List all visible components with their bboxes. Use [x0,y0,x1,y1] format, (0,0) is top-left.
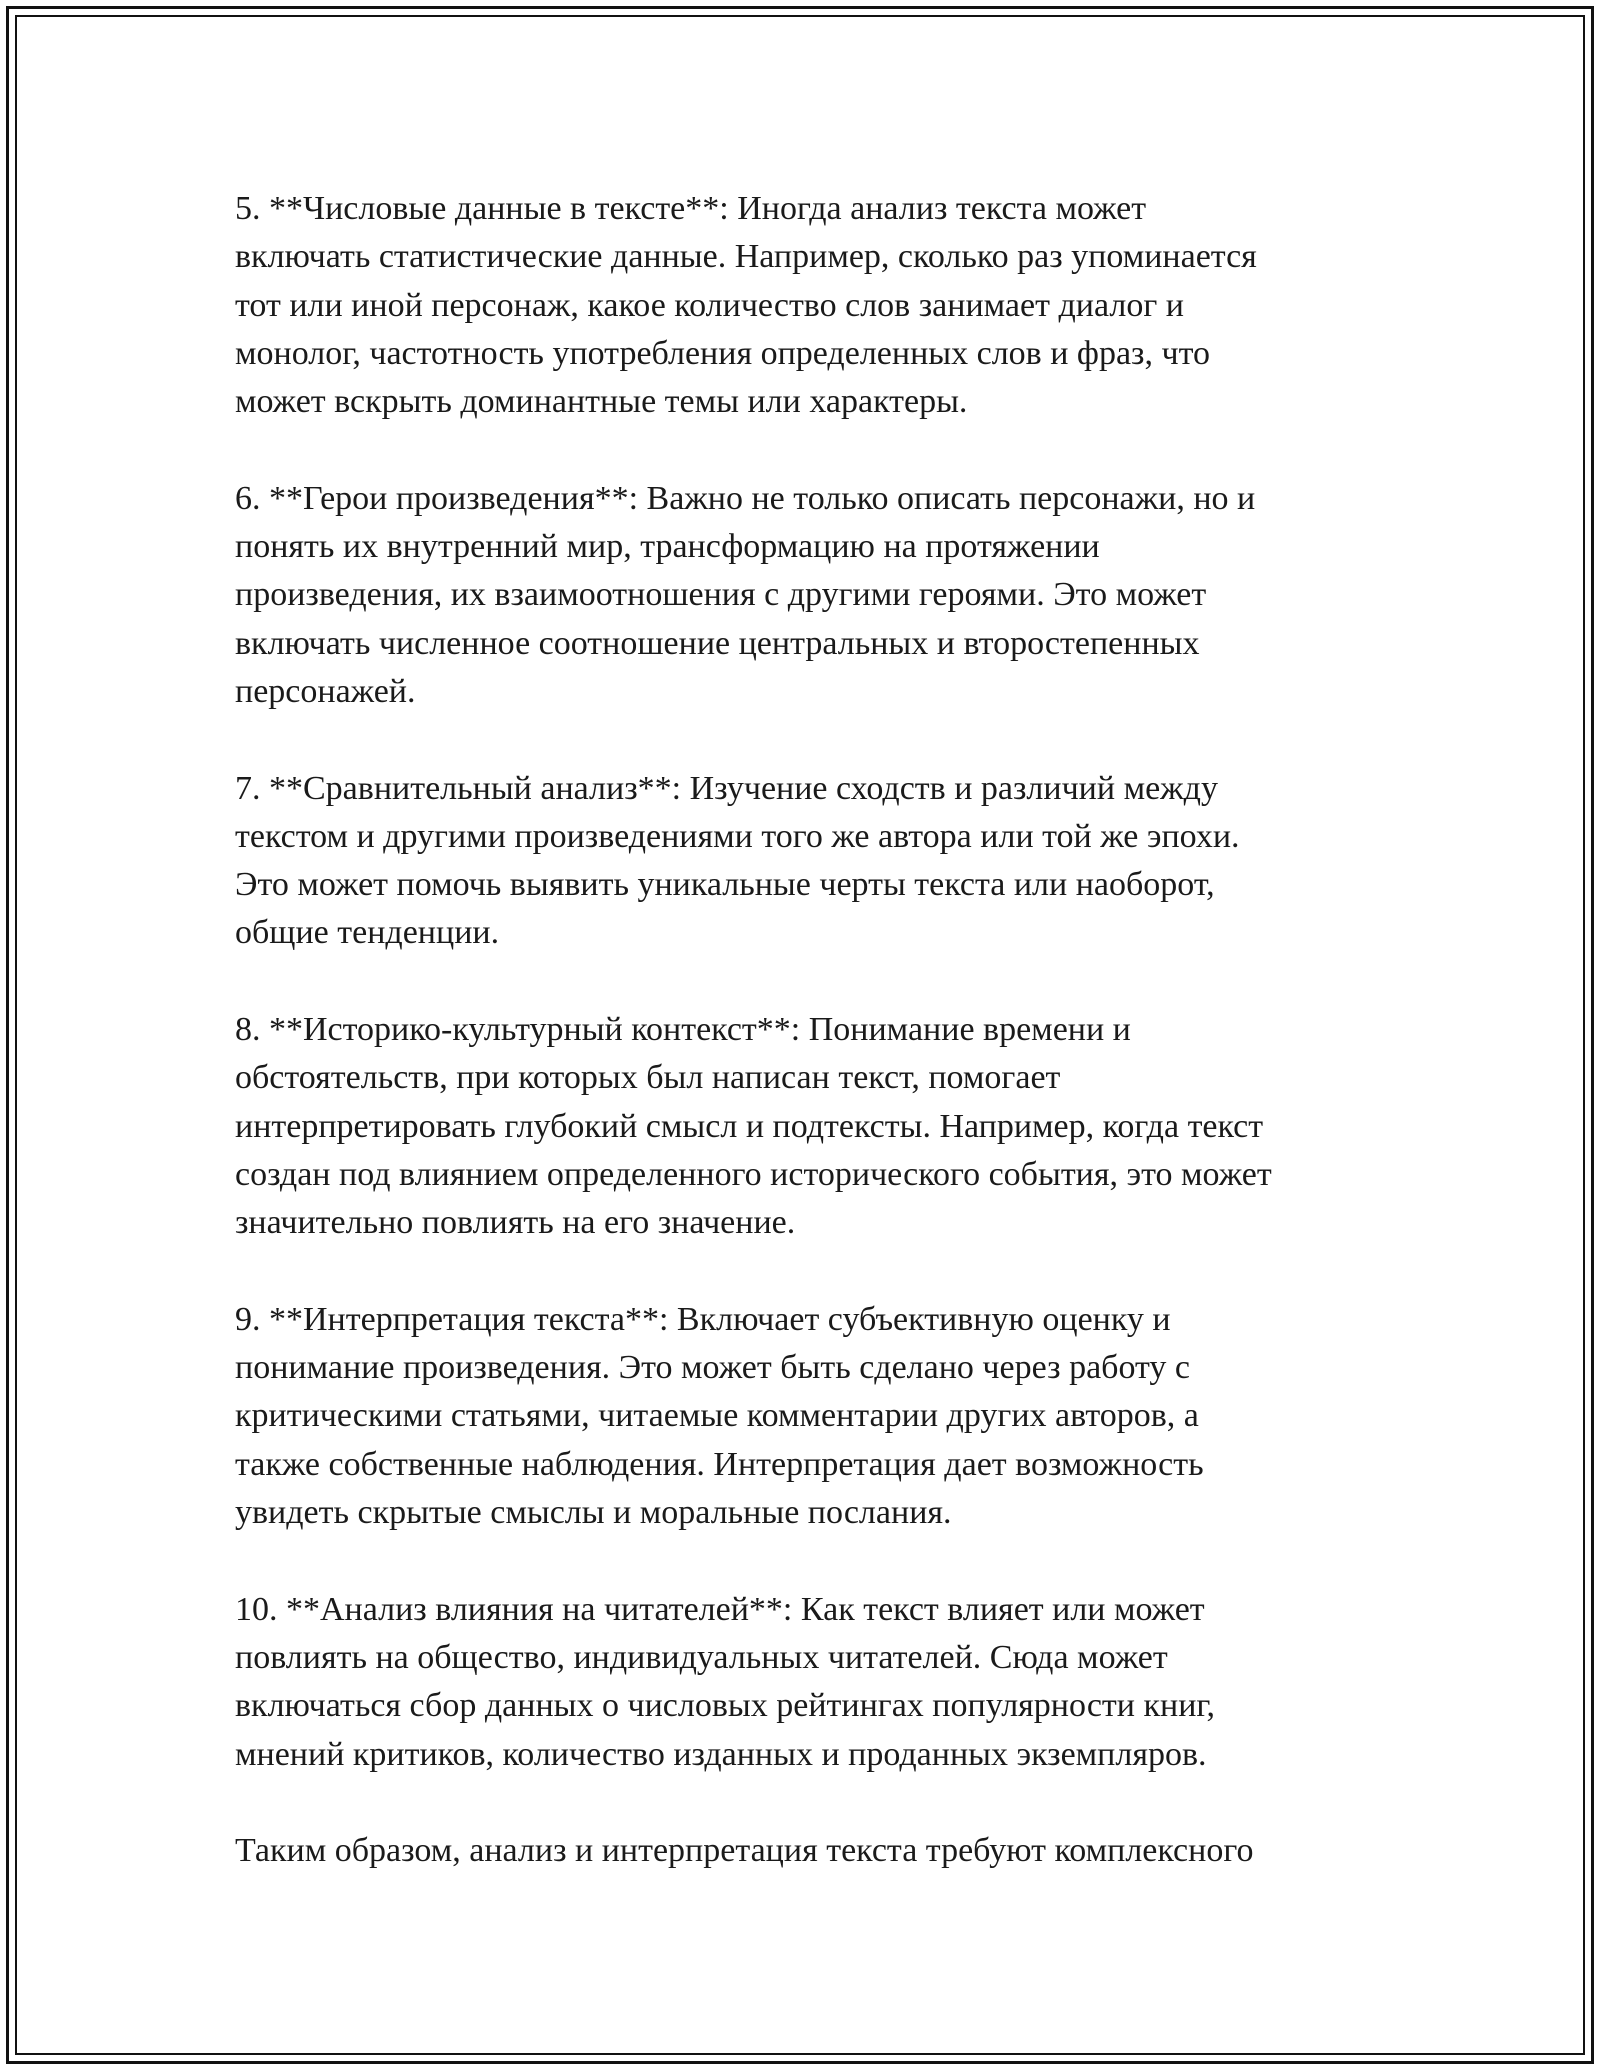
text-line: также собственные наблюдения. Интерпретация дает возможность [235,1445,1204,1483]
text-line: 8. **Историко-культурный контекст**: Понимание времени и [235,1011,1131,1049]
text-line: монолог, частотность употребления определенных слов и фраз, что [235,334,1210,372]
text-line: произведения, их взаимоотношения с другими героями. Это может [235,576,1207,614]
text-line: повлиять на общество, индивидуальных читателей. Сюда может [235,1638,1168,1676]
text-line: мнений критиков, количество изданных и проданных экземпляров. [235,1735,1207,1773]
text-line: включаться сбор данных о числовых рейтингах популярности книг, [235,1687,1216,1725]
text-line: включать численное соотношение центральных и второстепенных [235,624,1200,662]
text-line: Таким образом, анализ и интерпретация текста требуют комплексного [235,1832,1254,1870]
paragraph-numeric-data [235,185,1385,426]
text-line: понять их внутренний мир, трансформацию на протяжении [235,528,1100,566]
text-line: текстом и другими произведениями того же автора или той же эпохи. [235,817,1240,855]
paragraph-comparative-analysis [235,765,1385,958]
text-line: тот или иной персонаж, какое количество слов занимает диалог и [235,286,1184,324]
paragraph-conclusion [235,1827,1385,1875]
document-body [235,185,1385,1924]
text-line: 5. **Числовые данные в тексте**: Иногда анализ текста может [235,190,1147,227]
text-line: критическими статьями, читаемые комментарии других авторов, а [235,1397,1199,1435]
paragraph-historical-context [235,1006,1385,1247]
paragraph-characters [235,475,1385,716]
text-line: 7. **Сравнительный анализ**: Изучение сходств и различий между [235,769,1218,807]
text-line: создан под влиянием определенного исторического события, это может [235,1155,1272,1193]
text-line: общие тенденции. [235,914,500,952]
text-line: 10. **Анализ влияния на читателей**: Как текст влияет или может [235,1590,1205,1628]
paragraph-interpretation [235,1296,1385,1537]
text-line: обстоятельств, при которых был написан текст, помогает [235,1059,1061,1097]
paragraph-reader-influence [235,1586,1385,1779]
text-line: понимание произведения. Это может быть сделано через работу с [235,1349,1191,1387]
text-line: персонажей. [235,672,416,710]
text-line: включать статистические данные. Например, сколько раз упоминается [235,238,1257,276]
text-line: 9. **Интерпретация текста**: Включает субъективную оценку и [235,1300,1171,1338]
text-line: может вскрыть доминантные темы или характеры. [235,383,968,421]
text-line: значительно повлиять на его значение. [235,1204,796,1242]
text-line: увидеть скрытые смыслы и моральные послания. [235,1494,952,1532]
text-line: Это может помочь выявить уникальные черты текста или наоборот, [235,866,1215,904]
text-line: 6. **Герои произведения**: Важно не только описать персонажи, но и [235,479,1256,517]
text-line: интерпретировать глубокий смысл и подтексты. Например, когда текст [235,1107,1264,1145]
